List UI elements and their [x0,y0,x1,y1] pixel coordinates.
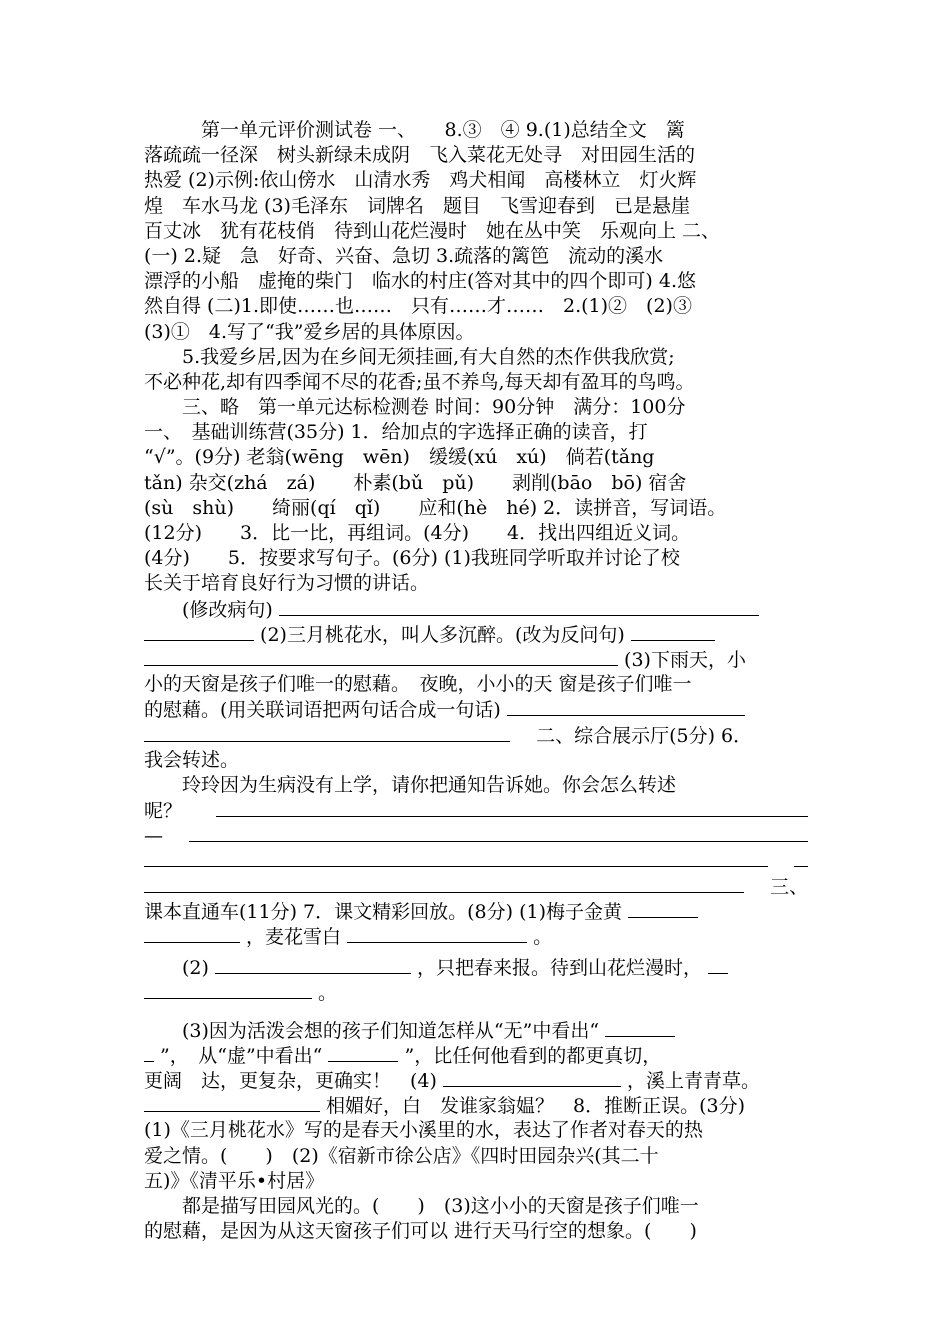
answer-blank[interactable] [628,899,698,918]
q5-3b-line [144,697,808,722]
text-line: (1)《三月桃花水》写的是春天小溪里的水，表达了作者对春天的热 [144,1119,703,1142]
answer-blank[interactable] [443,1068,621,1087]
text-line: 不必种花,却有四季闻不尽的花香;虽不养鸟,每天却有盈耳的鸟鸣。 [144,370,695,393]
answer-blank[interactable] [144,1093,320,1112]
q7-3b-line [144,1043,808,1068]
answer-blank[interactable] [144,647,618,666]
q6-ask: 呢？ [144,800,183,823]
q7-4-text: 相媚好，白 发谁家翁媪？ 8．推断正误。(3分) [326,1095,746,1118]
section3-line [144,874,808,899]
q7-3-text: ”， 从“虚”中看出“ [160,1044,323,1067]
text-line: 落疏疏一径深 树头新绿未成阴 飞入菜花无处寻 对田园生活的 [144,144,696,167]
q5-3-line [144,647,808,672]
text-line: 煌 车水马龙 (3)毛泽东 词牌名 题目 飞雪迎春到 已是悬崖 [144,194,690,217]
answer-blank[interactable] [144,723,510,742]
text-line: 热爱 (2)示例:依山傍水 山清水秀 鸡犬相闻 高楼林立 灯火辉 [144,169,697,192]
text-line: 三、略 第一单元达标检测卷 时间：90分钟 满分：100分 [144,396,686,419]
q5-3-text: (3)下雨天，小 [624,648,746,671]
q7-4-text: ，溪上青青草。 [627,1069,761,1092]
text-line: (一) 2.疑 急 好奇、兴奋、急切 3.疏落的篱笆 流动的溪水 [144,244,664,267]
dash: — [144,825,163,848]
q6-line [144,798,808,823]
exam-document [144,118,808,1244]
q5-1-line [144,597,808,622]
answer-blank[interactable] [794,848,808,867]
answer-blank[interactable] [189,823,808,842]
section2-heading: 二、综合展示厅(5分) 6． [536,724,753,747]
text-line: 百丈冰 犹有花枝俏 待到山花烂漫时 她在丛中笑 乐观向上 二、 [144,219,721,242]
q7-head: 课本直通车(11分) 7．课文精彩回放。(8分) (1)梅子金黄 [144,900,622,923]
text-line: 漂浮的小船 虚掩的柴门 临水的村庄(答对其中的四个即可) 4.悠 [144,270,696,293]
text-line: 爱之情。( ) (2)《宿新市徐公店》《四时田园杂兴(其二十 [144,1144,659,1167]
answer-blank[interactable] [507,697,745,716]
q7-1-text: ，麦花雪白 [246,926,342,948]
section2-line [144,723,808,748]
text-line: 5.我爱乡居,因为在乡间无须挂画,有大自然的杰作供我欣赏; [144,345,675,368]
q7-3-text: ”，比任何他看到的都更真切， [404,1044,662,1067]
text-line: 然自得 (二)1.即使……也…… 只有……才…… 2.(1)② (2)③ [144,295,692,318]
section3-heading: 三、 [770,875,808,898]
q5-1-label: (修改病句) [144,598,273,621]
q5-3-text: 的慰藉。(用关联词语把两句话合成一句话) [144,699,501,722]
q7-3-line [144,1018,808,1043]
q5-2-line [144,622,808,647]
q6-prompt: 玲玲因为生病没有上学，请你把通知告诉她。你会怎么转述 [144,773,677,796]
q7-head-line [144,899,808,924]
text-line: 都是描写田园风光的。( ) (3)这小小的天窗是孩子们唯一 [144,1194,699,1217]
text-line: 一、 基础训练营(35分) 1．给加点的字选择正确的读音，打 [144,421,648,444]
answer-blank[interactable] [328,1043,398,1062]
period: 。 [533,926,553,948]
answer-blank[interactable] [144,980,312,999]
answer-blank[interactable] [215,955,411,974]
answer-blank[interactable] [144,874,744,893]
answer-blank[interactable] [631,622,715,641]
answer-blank[interactable] [144,848,768,867]
q7-2-text: (2) [144,957,209,980]
q7-3-text: (3)因为活泼会想的孩子们知道怎样从“无”中看出“ [144,1019,600,1042]
answer-blank[interactable] [708,955,728,974]
text-line: (12分) 3．比一比，再组词。(4分) 4．找出四组近义词。 [144,522,691,544]
q7-2-line [144,955,808,980]
text-line: 小的天窗是孩子们唯一的慰藉。 夜晚，小小的天 窗是孩子们唯一 [144,673,692,696]
text-line: (4分) 5．按要求写句子。(6分) (1)我班同学听取并讨论了校 [144,547,680,570]
q6-title: 我会转述。 [144,748,240,771]
answer-blank[interactable] [144,924,240,943]
answer-blank[interactable] [144,622,254,641]
q6-line [144,823,808,848]
q7-3c-line [144,1068,808,1093]
text-line: 的慰藉，是因为从这天窗孩子们可以 进行天马行空的想象。( ) [144,1220,697,1243]
answer-blank[interactable] [216,798,808,817]
period: 。 [318,982,338,1005]
answer-blank[interactable] [144,1043,154,1062]
text-line: 第一单元评价测试卷 一、 8.③ ④ 9.(1)总结全文 篱 [144,119,685,141]
q7-4-line [144,1093,808,1118]
text-line: tǎn) 杂交(zhá zá) 朴素(bǔ pǔ) 剥削(bāo bō) 宿舍 [144,471,687,494]
text-line: “√”。(9分) 老翁(wēng wēn) 缓缓(xú xú) 倘若(tǎng [144,446,655,469]
answer-blank[interactable] [279,597,759,616]
text-line: (sù shù) 绮丽(qí qǐ) 应和(hè hé) 2．读拼音，写词语。 [144,496,727,519]
q7-2-text: ，只把春来报。待到山花烂漫时， [417,957,703,980]
q7-3-text: 更阔 达，更复杂，更确实！ (4) [144,1069,437,1092]
q6-line [144,848,808,873]
q7-1-line [144,924,808,949]
answer-blank[interactable] [605,1018,675,1037]
text-line: 长关于培育良好行为习惯的讲话。 [144,572,430,595]
text-line: (3)① 4.写了“我”爱乡居的具体原因。 [144,320,475,343]
q5-2-text: (2)三月桃花水，叫人多沉醉。(改为反问句) [260,623,625,646]
q7-2b-line [144,980,808,1005]
answer-blank[interactable] [347,924,527,943]
text-line: 五)》《清平乐•村居》 [144,1169,325,1192]
